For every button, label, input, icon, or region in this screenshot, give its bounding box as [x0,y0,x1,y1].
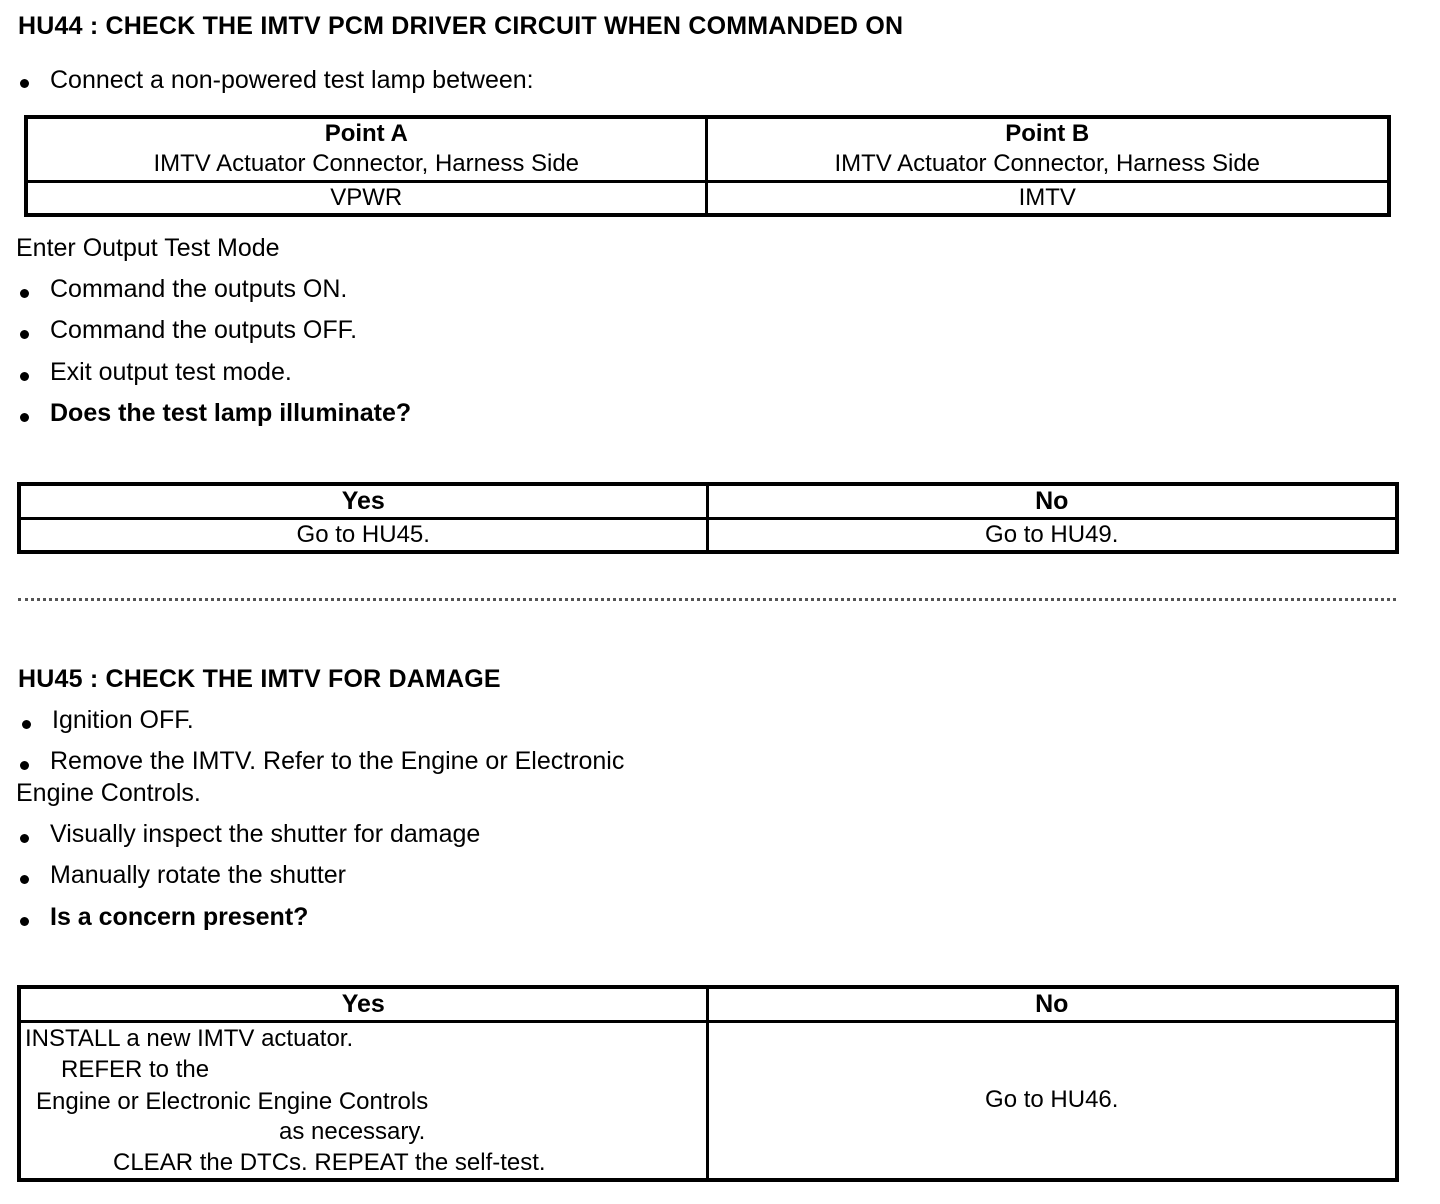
point-a-header: Point A [324,120,408,148]
bullet-icon [20,875,29,884]
point-b-header: Point B [1005,120,1090,148]
step-item: Remove the IMTV. Refer to the Engine or Electronic [50,747,625,775]
bullet-icon [20,917,29,926]
connect-instruction: Connect a non-powered test lamp between: [50,66,534,94]
yes-action-line: Engine or Electronic Engine Controls [36,1087,429,1115]
yes-action-line: REFER to the [61,1055,210,1083]
section-divider [18,598,1396,601]
bullet-icon [20,372,29,381]
no-action: Go to HU46. [707,1021,1397,1180]
enter-mode-text: Enter Output Test Mode [16,234,280,262]
step-item: Command the outputs OFF. [50,316,358,344]
yes-action-line: CLEAR the DTCs. REPEAT the self-test. [113,1148,546,1176]
step-item: Manually rotate the shutter [50,861,346,889]
point-a-header-cell [26,117,706,181]
bullet-icon [20,289,29,298]
yes-action-line: INSTALL a new IMTV actuator. [25,1024,354,1052]
hu45-question: Is a concern present? [50,903,309,931]
point-b-header-cell [706,117,1389,181]
point-b-value: IMTV [706,181,1389,215]
hu44-heading: HU44 : CHECK THE IMTV PCM DRIVER CIRCUIT WHEN COMMANDED ON [18,12,904,40]
hu44-answer-table [17,482,1399,554]
hu45-heading: HU45 : CHECK THE IMTV FOR DAMAGE [18,665,501,693]
yes-header: Yes [19,987,707,1021]
hu45-answer-table [17,985,1399,1182]
bullet-icon [22,720,31,729]
step-item: Visually inspect the shutter for damage [50,820,481,848]
yes-action-line: as necessary. [279,1117,426,1145]
bullet-icon [20,79,29,88]
bullet-icon [20,761,29,770]
point-a-value: VPWR [26,181,706,215]
step-item: Command the outputs ON. [50,275,348,303]
point-b-subheader: IMTV Actuator Connector, Harness Side [834,150,1261,178]
bullet-icon [20,413,29,422]
yes-action: Go to HU45. [19,518,707,552]
hu44-question: Does the test lamp illuminate? [50,399,412,427]
bullet-icon [20,834,29,843]
point-a-subheader: IMTV Actuator Connector, Harness Side [153,150,580,178]
yes-action-cell [19,1021,707,1180]
step-item: Ignition OFF. [52,706,194,734]
no-action: Go to HU49. [707,518,1397,552]
points-table [24,115,1391,217]
yes-header: Yes [19,484,707,518]
step-item-continuation: Engine Controls. [16,779,201,807]
bullet-icon [20,330,29,339]
no-header: No [707,987,1397,1021]
step-item: Exit output test mode. [50,358,292,386]
no-header: No [707,484,1397,518]
